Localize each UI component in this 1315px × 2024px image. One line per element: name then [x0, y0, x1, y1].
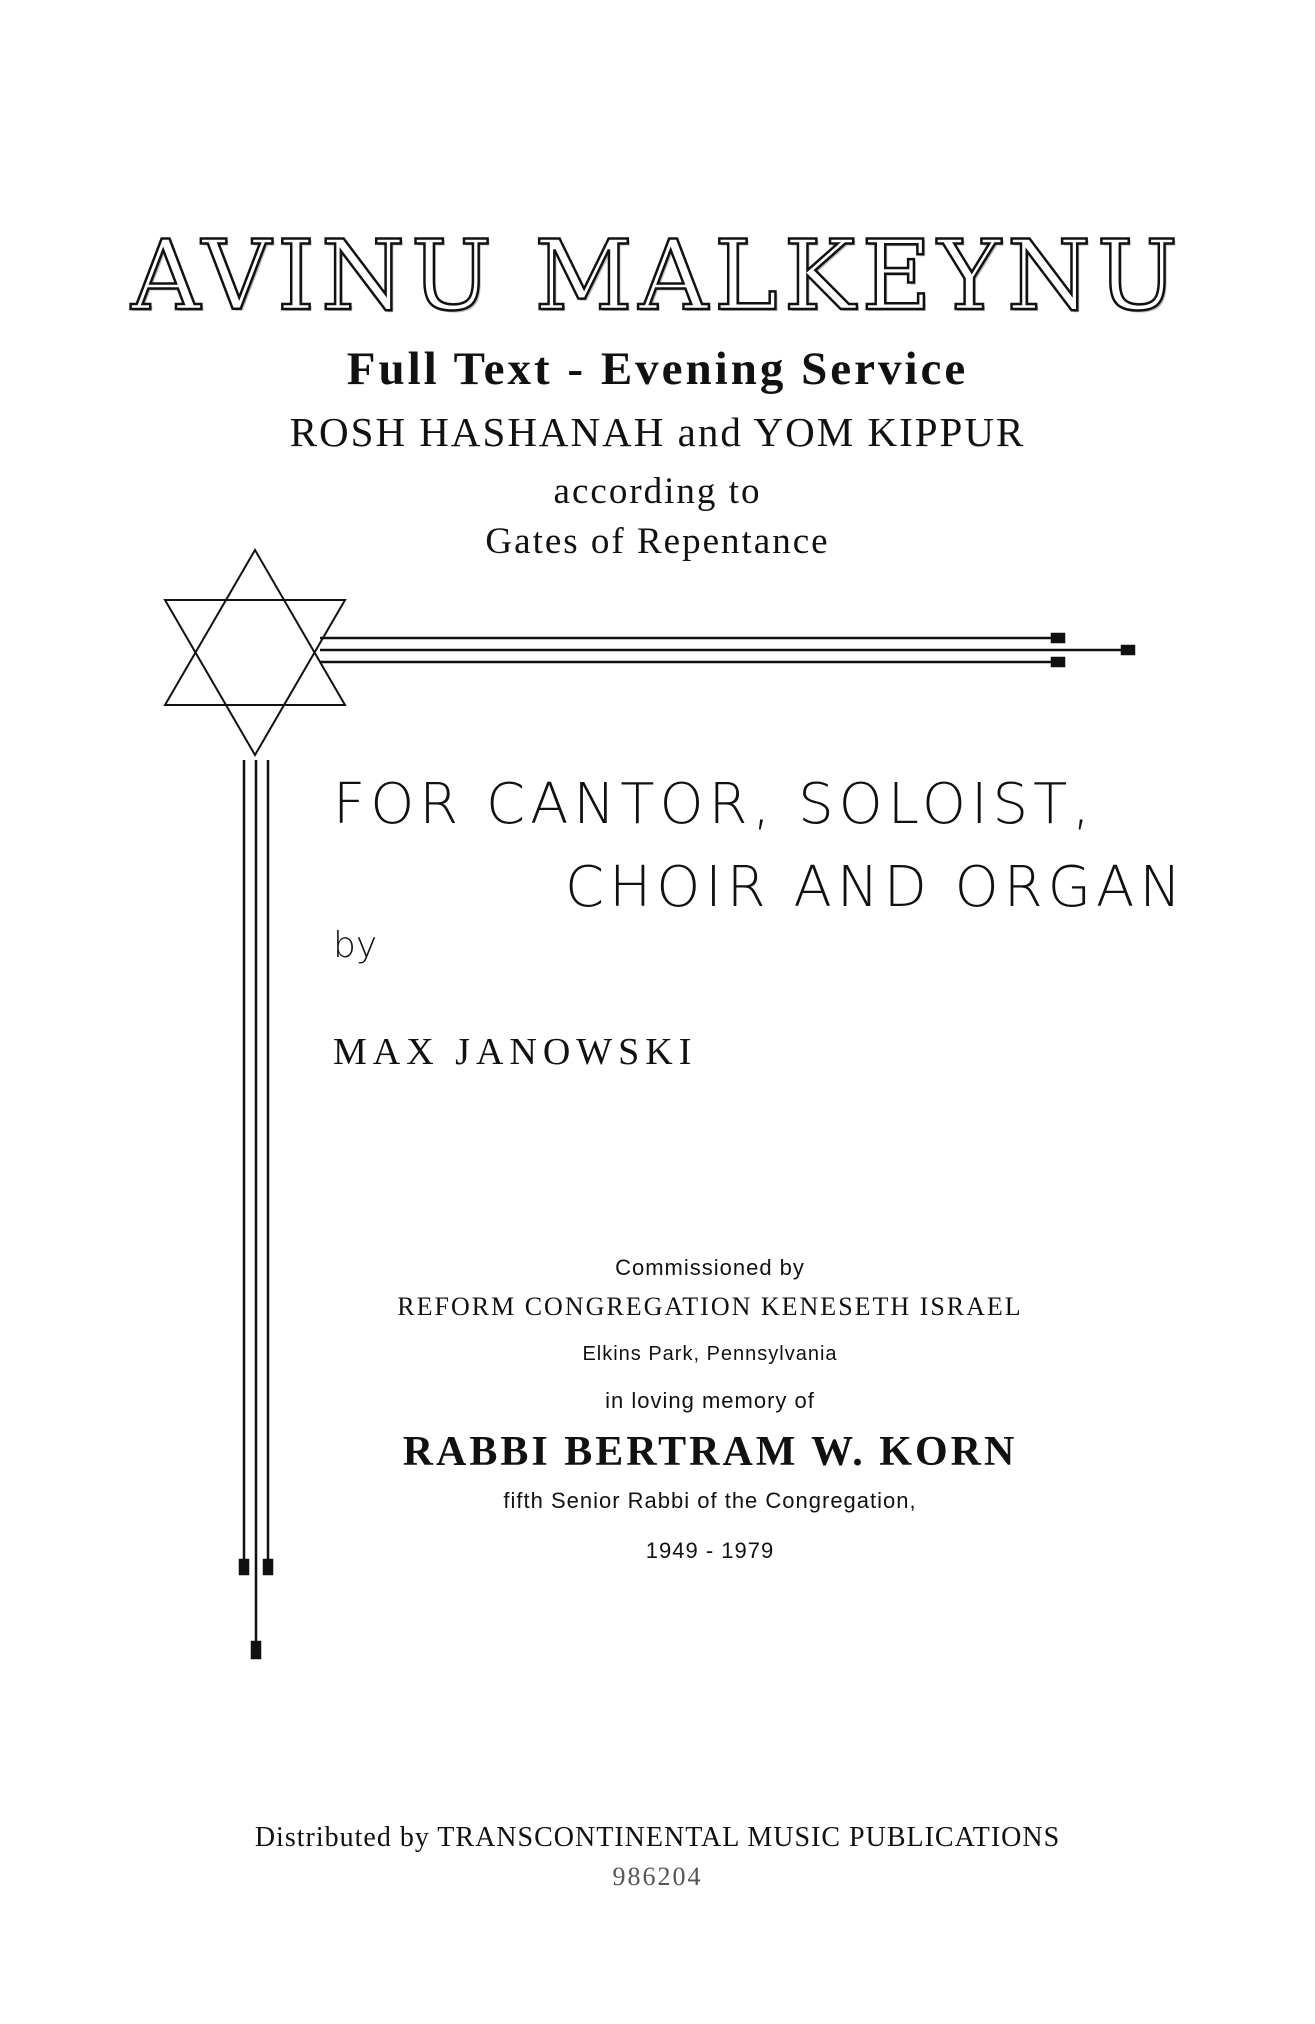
publisher-line: Distributed by TRANSCONTINENTAL MUSIC PUBLICATIONS: [254, 1822, 1061, 1853]
commissioned-label: Commissioned by: [615, 1255, 805, 1280]
subtitle: Full Text - Evening Service: [346, 343, 969, 395]
years: 1949 - 1979: [645, 1538, 775, 1563]
instrumentation-line-2: CHOIR AND ORGAN: [565, 855, 1187, 920]
star-of-david-icon: [165, 550, 345, 755]
rabbi-title: fifth Senior Rabbi of the Congregation,: [503, 1488, 917, 1513]
by-label: by: [333, 925, 378, 966]
rabbi-name: RABBI BERTRAM W. KORN: [402, 1429, 1018, 1475]
vertical-rule-ornament: [240, 760, 272, 1658]
instrumentation-line-1: FOR CANTOR, SOLOIST,: [333, 772, 1096, 837]
location: Elkins Park, Pennsylvania: [582, 1343, 838, 1365]
title: AVINU MALKEYNU: [131, 220, 1184, 332]
composer-name: MAX JANOWSKI: [333, 1031, 698, 1073]
memorial-label: in loving memory of: [605, 1388, 815, 1413]
prayerbook-name: Gates of Repentance: [485, 521, 830, 562]
according-text: according to: [553, 471, 762, 512]
catalog-number: 986204: [612, 1862, 703, 1891]
holidays: ROSH HASHANAH and YOM KIPPUR: [289, 409, 1026, 455]
congregation-name: REFORM CONGREGATION KENESETH ISRAEL: [397, 1292, 1023, 1321]
horizontal-rule-ornament: [320, 634, 1134, 666]
